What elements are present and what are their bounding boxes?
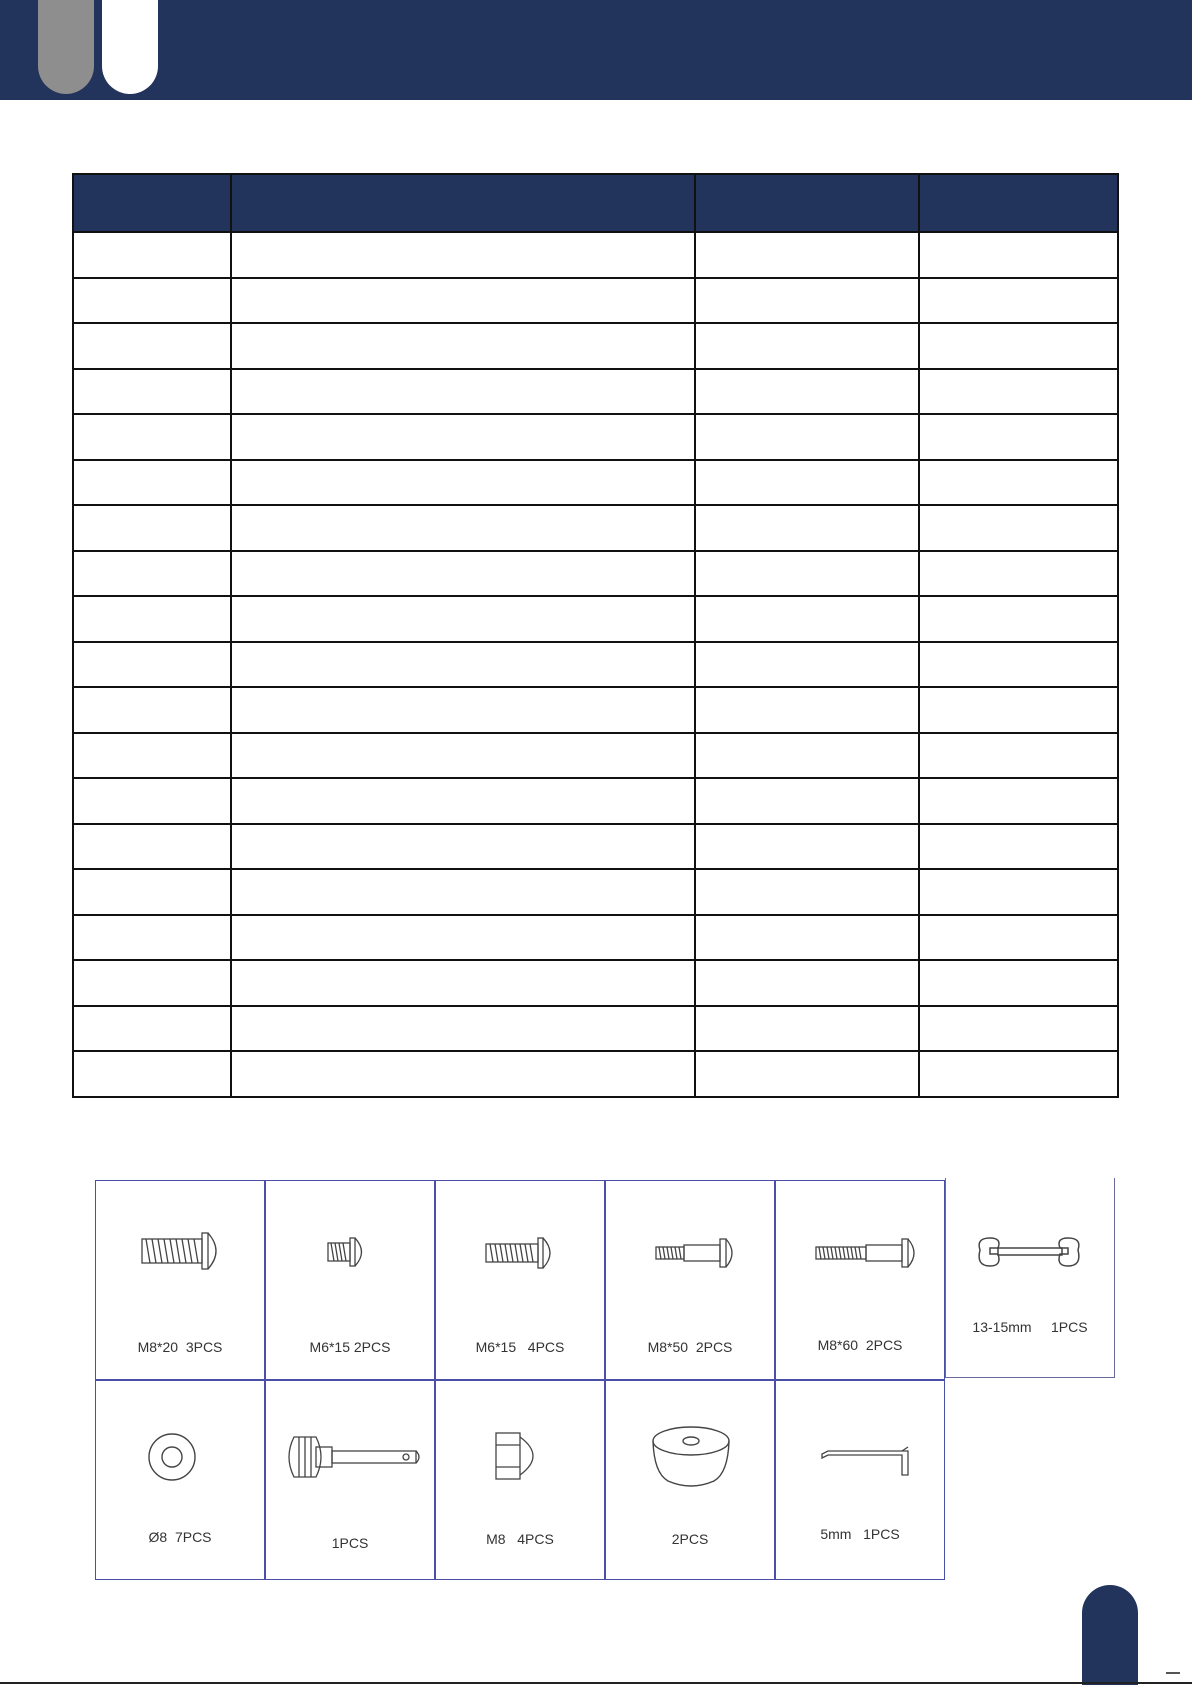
table-cell xyxy=(695,505,919,551)
hardware-label-wrench: 13-15mm 1PCS xyxy=(972,1319,1088,1335)
table-cell xyxy=(231,323,695,369)
table-cell xyxy=(919,915,1118,961)
table-cell xyxy=(231,778,695,824)
table-cell xyxy=(73,414,231,460)
table-cell xyxy=(231,642,695,688)
table-row xyxy=(73,824,1118,870)
table-cell xyxy=(231,596,695,642)
parts-list-table xyxy=(72,173,1119,1098)
column-header-description xyxy=(231,174,695,232)
hardware-label-washer: Ø8 7PCS xyxy=(148,1529,212,1545)
table-cell xyxy=(919,778,1118,824)
hardware-cell-bolt-m8x60 xyxy=(775,1180,945,1380)
table-row xyxy=(73,869,1118,915)
table-cell xyxy=(695,869,919,915)
header-tab-white xyxy=(102,0,158,94)
table-row xyxy=(73,414,1118,460)
open-end-wrench-icon xyxy=(946,1178,1116,1378)
allen-key-icon xyxy=(776,1381,946,1581)
table-cell xyxy=(695,824,919,870)
table-cell xyxy=(231,960,695,1006)
table-cell xyxy=(231,915,695,961)
hardware-cell-washer xyxy=(95,1380,265,1580)
hardware-label-allen-key: 5mm 1PCS xyxy=(820,1526,900,1542)
washer-icon xyxy=(96,1381,266,1581)
hardware-cell-cap-nut xyxy=(435,1380,605,1580)
table-row xyxy=(73,505,1118,551)
table-cell xyxy=(695,733,919,779)
column-header-no xyxy=(73,174,231,232)
table-cell xyxy=(73,232,231,278)
table-cell xyxy=(73,323,231,369)
table-cell xyxy=(695,278,919,324)
table-cell xyxy=(73,460,231,506)
table-cell xyxy=(695,687,919,733)
table-cell xyxy=(73,960,231,1006)
table-cell xyxy=(919,369,1118,415)
hardware-label-bolt-m8x60: M8*60 2PCS xyxy=(817,1337,903,1353)
table-cell xyxy=(73,915,231,961)
table-cell xyxy=(695,1051,919,1097)
table-row xyxy=(73,460,1118,506)
table-cell xyxy=(695,596,919,642)
table-cell xyxy=(231,1051,695,1097)
table-cell xyxy=(73,687,231,733)
table-cell xyxy=(231,733,695,779)
table-cell xyxy=(695,232,919,278)
rubber-foot-icon xyxy=(606,1381,776,1581)
table-cell xyxy=(695,369,919,415)
table-cell xyxy=(231,1006,695,1052)
hardware-label-rubber-foot: 2PCS xyxy=(671,1531,709,1547)
table-row xyxy=(73,232,1118,278)
table-cell xyxy=(695,460,919,506)
hardware-label-knob-pin: 1PCS xyxy=(331,1535,369,1551)
page-number-tab xyxy=(1082,1585,1138,1685)
hardware-cell-rubber-foot xyxy=(605,1380,775,1580)
hardware-pack xyxy=(95,1180,1115,1585)
table-cell xyxy=(231,505,695,551)
table-cell xyxy=(695,778,919,824)
table-row xyxy=(73,642,1118,688)
table-cell xyxy=(919,869,1118,915)
table-cell xyxy=(919,414,1118,460)
table-cell xyxy=(695,414,919,460)
table-row xyxy=(73,778,1118,824)
hardware-cell-bolt-m8x20 xyxy=(95,1180,265,1380)
table-cell xyxy=(73,824,231,870)
hardware-cell-knob-pin xyxy=(265,1380,435,1580)
hardware-cell-wrench xyxy=(945,1178,1115,1378)
table-cell xyxy=(73,733,231,779)
table-cell xyxy=(919,505,1118,551)
table-cell xyxy=(73,551,231,597)
table-cell xyxy=(231,551,695,597)
table-row xyxy=(73,278,1118,324)
table-cell xyxy=(919,551,1118,597)
table-row xyxy=(73,960,1118,1006)
table-cell xyxy=(231,369,695,415)
column-header-qty xyxy=(919,174,1118,232)
table-cell xyxy=(919,824,1118,870)
table-cell xyxy=(73,369,231,415)
table-cell xyxy=(919,687,1118,733)
table-cell xyxy=(231,460,695,506)
table-cell xyxy=(73,1051,231,1097)
table-cell xyxy=(695,642,919,688)
table-cell xyxy=(231,869,695,915)
table-row xyxy=(73,323,1118,369)
table-cell xyxy=(231,687,695,733)
hardware-cell-bolt-m6x15-b xyxy=(435,1180,605,1380)
cap-nut-icon xyxy=(436,1381,606,1581)
hardware-cell-bolt-m8x50 xyxy=(605,1180,775,1380)
hardware-label-bolt-m6x15-a: M6*15 2PCS xyxy=(309,1339,391,1355)
table-cell xyxy=(73,596,231,642)
table-cell xyxy=(231,824,695,870)
table-cell xyxy=(73,869,231,915)
table-cell xyxy=(919,960,1118,1006)
table-cell xyxy=(919,642,1118,688)
table-row xyxy=(73,687,1118,733)
table-cell xyxy=(695,960,919,1006)
table-header-row xyxy=(73,174,1118,232)
table-row xyxy=(73,733,1118,779)
table-cell xyxy=(695,551,919,597)
table-cell xyxy=(73,1006,231,1052)
hardware-cell-bolt-m6x15-a xyxy=(265,1180,435,1380)
table-row xyxy=(73,596,1118,642)
table-cell xyxy=(695,915,919,961)
table-cell xyxy=(919,1006,1118,1052)
table-cell xyxy=(919,460,1118,506)
table-cell xyxy=(919,1051,1118,1097)
table-cell xyxy=(231,278,695,324)
table-cell xyxy=(919,596,1118,642)
header-band xyxy=(0,0,1192,100)
table-cell xyxy=(695,1006,919,1052)
header-tab-gray xyxy=(38,0,94,94)
hardware-label-bolt-m6x15-b: M6*15 4PCS xyxy=(475,1339,565,1355)
hardware-cell-allen-key xyxy=(775,1380,945,1580)
table-row xyxy=(73,369,1118,415)
table-cell xyxy=(73,778,231,824)
table-cell xyxy=(919,323,1118,369)
table-row xyxy=(73,1051,1118,1097)
table-cell xyxy=(695,323,919,369)
table-cell xyxy=(919,278,1118,324)
hardware-label-bolt-m8x20: M8*20 3PCS xyxy=(137,1339,223,1355)
table-cell xyxy=(919,733,1118,779)
table-row xyxy=(73,551,1118,597)
pop-pin-icon xyxy=(266,1381,436,1581)
table-cell xyxy=(231,414,695,460)
parts-table-body xyxy=(73,232,1118,1097)
column-header-spec xyxy=(695,174,919,232)
table-cell xyxy=(73,505,231,551)
table-cell xyxy=(231,232,695,278)
hardware-label-cap-nut: M8 4PCS xyxy=(486,1531,554,1547)
table-cell xyxy=(919,232,1118,278)
hardware-label-bolt-m8x50: M8*50 2PCS xyxy=(647,1339,733,1355)
page-marker xyxy=(1166,1672,1180,1674)
table-cell xyxy=(73,642,231,688)
table-row xyxy=(73,915,1118,961)
table-row xyxy=(73,1006,1118,1052)
footer-rule xyxy=(0,1682,1192,1684)
table-cell xyxy=(73,278,231,324)
